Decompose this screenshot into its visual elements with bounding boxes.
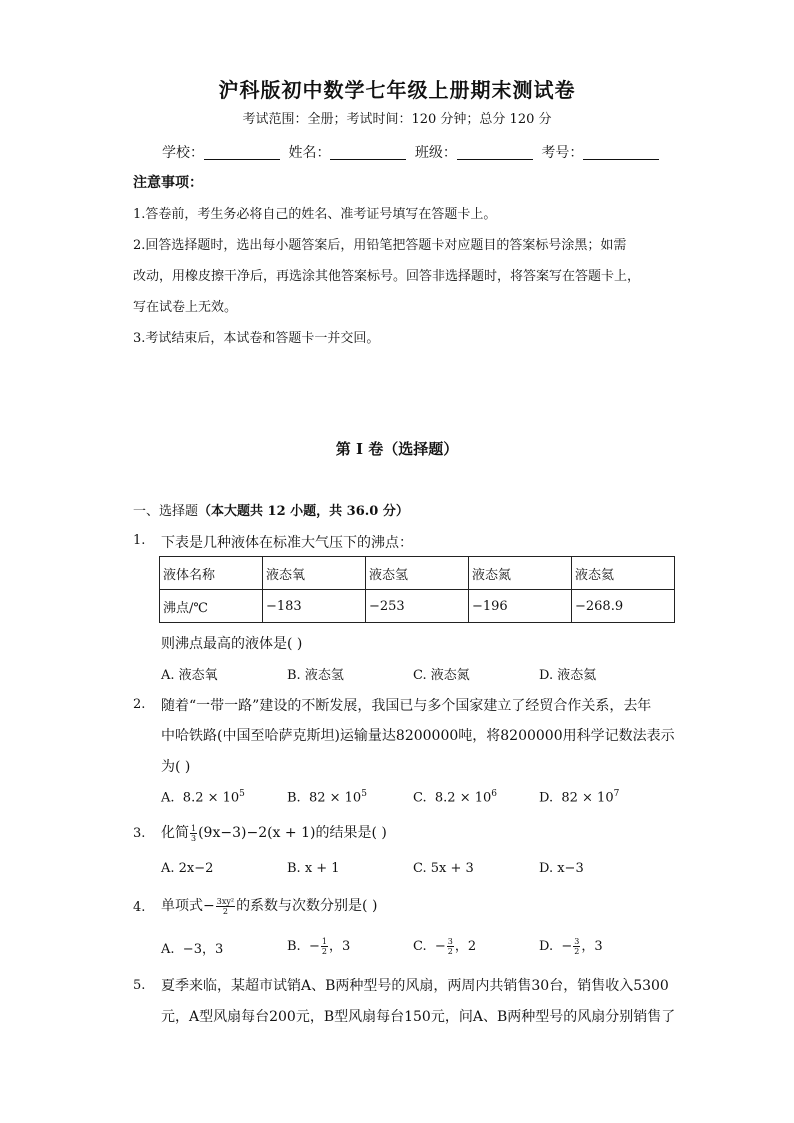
option-b[interactable]: B. − $\frac{1}{2}$ ，3 [287, 937, 351, 956]
question-text: 夏季来临，某超市试销A、B两种型号的风扇，两周内共销售30台，销售收入5300 [161, 978, 669, 994]
class-label: 班级： [414, 145, 457, 161]
question-text: 化简 $\frac{1}{3}$ (9x−3)−2(x + 1)的结果是( ) [161, 823, 387, 843]
option-d[interactable]: D. 液态氦 [539, 668, 597, 683]
fraction: $\frac{1}{3}$ [191, 823, 197, 843]
question-number: 5. [133, 978, 146, 993]
name-blank[interactable] [330, 145, 406, 160]
table-cell: −183 [263, 590, 366, 623]
exam-title: 沪科版初中数学七年级上册期末测试卷 [218, 78, 576, 102]
question-text: 则沸点最高的液体是( ) [161, 636, 303, 652]
name-label: 姓名： [288, 145, 331, 161]
option-a[interactable]: A. $8.2 \times 10^5$ [161, 789, 245, 806]
class-blank[interactable] [457, 145, 533, 160]
table-cell: 液体名称 [160, 557, 263, 590]
note-line: 改动，用橡皮擦干净后，再选涂其他答案标号。回答非选择题时，将答案写在答题卡上， [133, 269, 641, 284]
table-cell: 液态氧 [263, 557, 366, 590]
student-info-row [162, 142, 663, 162]
question-text: 为( ) [161, 759, 191, 775]
note-line: 3.考试结束后，本试卷和答题卡一并交回。 [133, 331, 380, 346]
option-b[interactable]: B. x + 1 [287, 861, 340, 876]
question-text: 元，A型风扇每台200元，B型风扇每台150元，问A、B两种型号的风扇分别销售了 [161, 1009, 676, 1025]
note-line: 2.回答选择题时，选出每小题答案后，用铅笔把答题卡对应题目的答案标号涂黑；如需 [133, 238, 627, 253]
exam-number-label: 考号： [541, 145, 584, 161]
part-heading [133, 500, 409, 519]
part-prefix: 一、选择题 [133, 504, 199, 519]
option-d[interactable]: D. $82 \times 10^7$ [539, 789, 620, 806]
option-a[interactable]: A. 液态氧 [161, 668, 218, 683]
exam-subtitle: 考试范围：全册；考试时间：120 分钟；总分 120 分 [242, 112, 552, 127]
school-label: 学校： [162, 145, 204, 161]
boiling-point-table [159, 556, 675, 623]
fraction: $\frac{3}{2}$ [447, 937, 453, 956]
exam-number-blank[interactable] [583, 145, 659, 160]
option-c[interactable]: C. − $\frac{3}{2}$ ，2 [413, 937, 477, 956]
option-d[interactable]: D. − $\frac{3}{2}$ ，3 [539, 937, 603, 956]
question-number: 4. [133, 900, 146, 915]
table-cell: −268.9 [572, 590, 675, 623]
table-cell: 液态氮 [469, 557, 572, 590]
question-text: 单项式− $\frac{\text{3xy²}}{2}$ 的系数与次数分别是( ) [161, 896, 378, 916]
question-number: 2. [133, 697, 146, 712]
option-c[interactable]: C. 5x + 3 [413, 861, 474, 876]
fraction: $\frac{3}{2}$ [574, 937, 580, 956]
note-line: 写在试卷上无效。 [133, 300, 238, 315]
fraction: $\frac{1}{2}$ [321, 937, 327, 956]
option-d[interactable]: D. x−3 [539, 861, 584, 876]
question-text: 随着“一带一路”建设的不断发展，我国已与多个国家建立了经贸合作关系，去年 [161, 698, 652, 714]
table-cell: −196 [469, 590, 572, 623]
question-number: 1. [133, 533, 146, 548]
table-cell: 液态氦 [572, 557, 675, 590]
question-number: 3. [133, 826, 146, 841]
table-row [160, 557, 675, 590]
section-title: 第 I 卷（选择题） [335, 440, 459, 458]
option-a[interactable]: A. 2x−2 [161, 861, 214, 876]
note-line: 1.答卷前，考生务必将自己的姓名、准考证号填写在答题卡上。 [133, 207, 497, 222]
question-text: 中哈铁路(中国至哈萨克斯坦)运输量达8200000吨，将8200000用科学记数法表示 [161, 728, 675, 744]
fraction: $\frac{\text{3xy²}}{2}$ [216, 896, 235, 916]
table-row [160, 590, 675, 623]
table-cell: 液态氢 [366, 557, 469, 590]
option-a[interactable]: A. −3，3 [161, 942, 224, 957]
option-b[interactable]: B. 液态氢 [287, 668, 344, 683]
table-cell: 沸点/℃ [160, 590, 263, 623]
option-c[interactable]: C. $8.2 \times 10^6$ [413, 789, 497, 806]
question-text: 下表是几种液体在标准大气压下的沸点： [161, 535, 413, 551]
part-detail: （本大题共 12 小题，共 36.0 分） [198, 504, 409, 519]
notes-heading: 注意事项： [133, 175, 203, 191]
option-b[interactable]: B. $82 \times 10^5$ [287, 789, 367, 806]
school-blank[interactable] [204, 145, 280, 160]
option-c[interactable]: C. 液态氮 [413, 668, 470, 683]
table-cell: −253 [366, 590, 469, 623]
